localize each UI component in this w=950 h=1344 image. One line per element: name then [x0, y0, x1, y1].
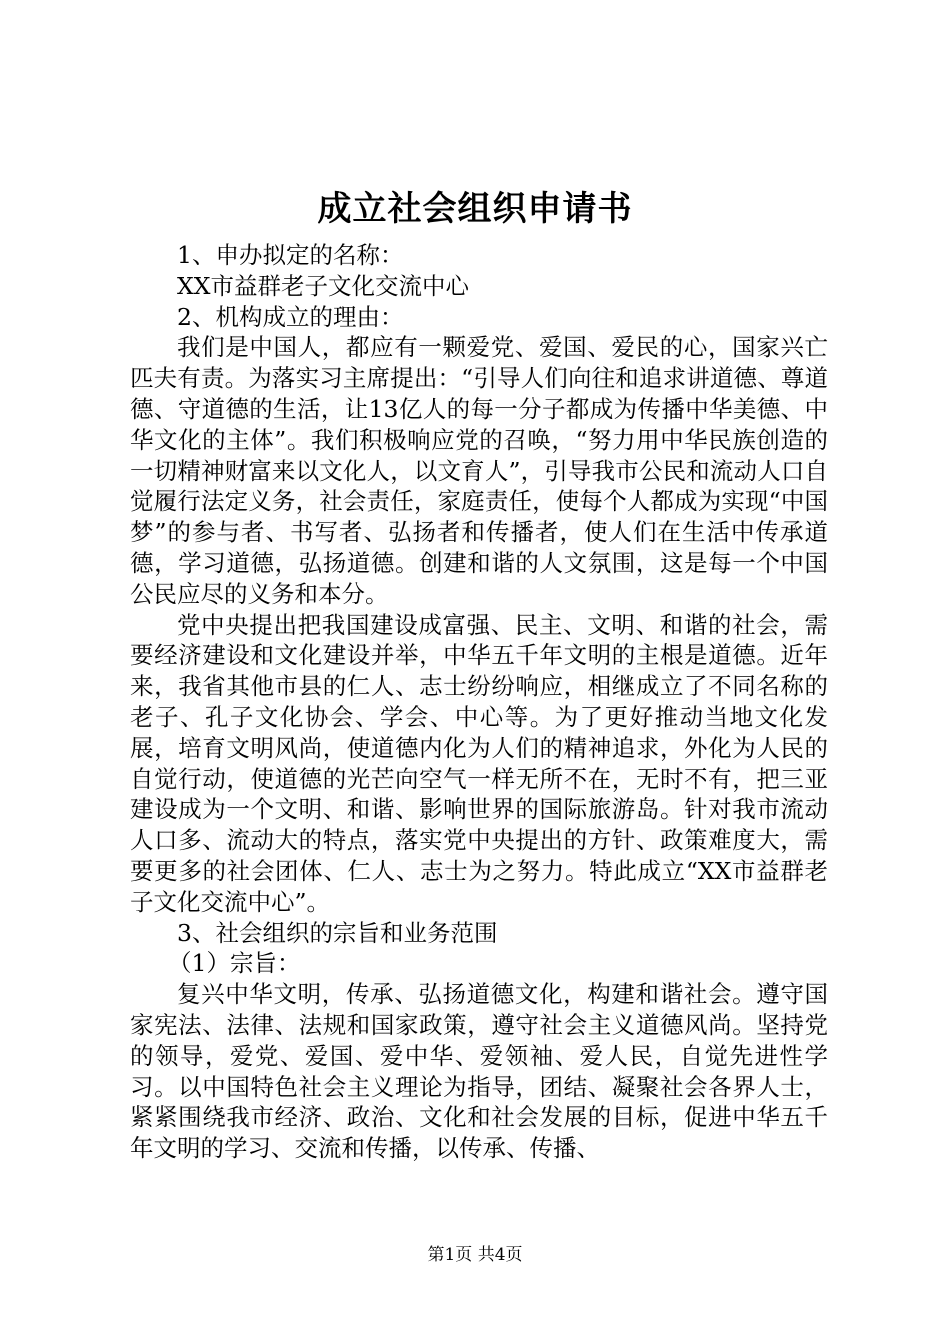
document-title: 成立社会组织申请书: [317, 189, 633, 229]
organization-name: XX市益群老子文化交流中心: [177, 271, 469, 300]
section-3-heading: 3、社会组织的宗旨和业务范围: [177, 918, 498, 947]
section-1-heading: 1、申办拟定的名称：: [177, 241, 404, 269]
purpose-subheading: （1）宗旨：: [168, 949, 301, 978]
purpose-paragraph: 复兴中华文明，传承、弘扬道德文化，构建和谐社会。遵守国家宪法、法律、法规和国家政策，遵守社会主义道德风尚。坚持党的领导，爱党、爱国、爱中华、爱领袖、爱人民，自觉先进性学习。以中国特色社会主义理论为指导，团结、凝聚社会各界人士，紧紧围绕我市经济、政治、文化和社会发展的目标，促进中华五千年文明的学习、交流和传播，以传承、传播、: [130, 980, 828, 1163]
reason-paragraph-1: 我们是中国人，都应有一颗爱党、爱国、爱民的心，国家兴亡匹夫有责。为落实习主席提出：“引导人们向往和追求讲道德、尊道德、守道德的生活，让13亿人的每一分子都成为传播中华美德、中华文化的主体”。我们积极响应党的召唤，“努力用中华民族创造的一切精神财富来以文化人，以文育人”，引导我市公民和流动人口自觉履行法定义务，社会责任，家庭责任，使每个人都成为实现“中国梦”的参与者、书写者、弘扬者和传播者，使人们在生活中传承道德，学习道德，弘扬道德。创建和谐的人文氛围，这是每一个中国公民应尽的义务和本分。: [130, 333, 828, 608]
page-footer: 第1页 共4页: [427, 1245, 523, 1265]
document-body: [130, 240, 828, 1164]
section-2-heading: 2、机构成立的理由：: [177, 302, 404, 331]
reason-paragraph-2: 党中央提出把我国建设成富强、民主、文明、和谐的社会，需要经济建设和文化建设并举，中华五千年文明的主根是道德。近年来，我省其他市县的仁人、志士纷纷响应，相继成立了不同名称的老子、孔子文化协会、学会、中心等。为了更好推动当地文化发展，培育文明风尚，使道德内化为人们的精神追求，外化为人民的自觉行动，使道德的光芒向空气一样无所不在，无时不有，把三亚建设成为一个文明、和谐、影响世界的国际旅游岛。针对我市流动人口多、流动大的特点，落实党中央提出的方针、政策难度大，需要更多的社会团体、仁人、志士为之努力。特此成立“XX市益群老子文化交流中心”。: [130, 610, 828, 916]
